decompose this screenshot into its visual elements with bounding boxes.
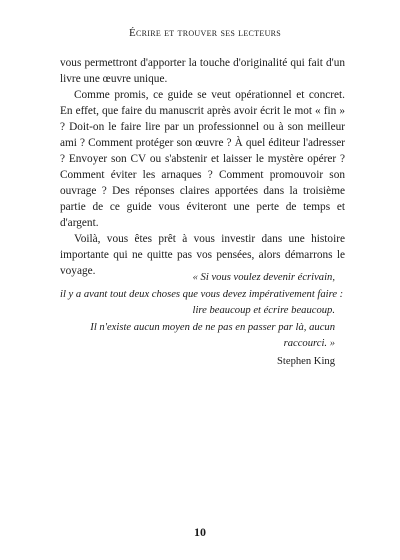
epigraph-line: raccourci. » (283, 338, 335, 349)
epigraph-line: lire beaucoup et écrire beaucoup. (192, 305, 335, 316)
epigraph-quote (60, 270, 344, 370)
page-number: 10 (194, 525, 206, 539)
running-header: Écrire et trouver ses lecteurs (128, 27, 282, 39)
paragraph: vous permettront d'apporter la touche d'originalité qui fait d'un livre une œuvre unique. (60, 57, 345, 85)
paragraph: Voilà, vous êtes prêt à vous investir dans une histoire importante qui ne quitte pas vos pensées, alors démarrons le voyage. (60, 233, 345, 277)
epigraph-line: « Si vous voulez devenir écrivain, (192, 272, 335, 283)
paragraph: Comme promis, ce guide se veut opérationnel et concret. En effet, que faire du manuscrit après avoir écrit le mot « fin » ? Doit-on le faire lire par un professionnel ou à son meilleur ami ? Comment protéger son œuvre ? À quel éditeur l'adresser ? Envoyer son CV ou s'abstenir et laisser le mystère opérer ? Comment éviter les arnaques ? Comment promouvoir son ouvrage ? Des réponses claires apportées dans la troisième partie de ce guide vous éviteront une perte de temps et d'argent. (60, 89, 345, 229)
epigraph-author: Stephen King (277, 355, 335, 367)
body-text (60, 55, 345, 279)
epigraph-line: il y a avant tout deux choses que vous devez impérativement faire : (60, 288, 344, 300)
epigraph-line: Il n'existe aucun moyen de ne pas en passer par là, aucun (90, 321, 335, 333)
